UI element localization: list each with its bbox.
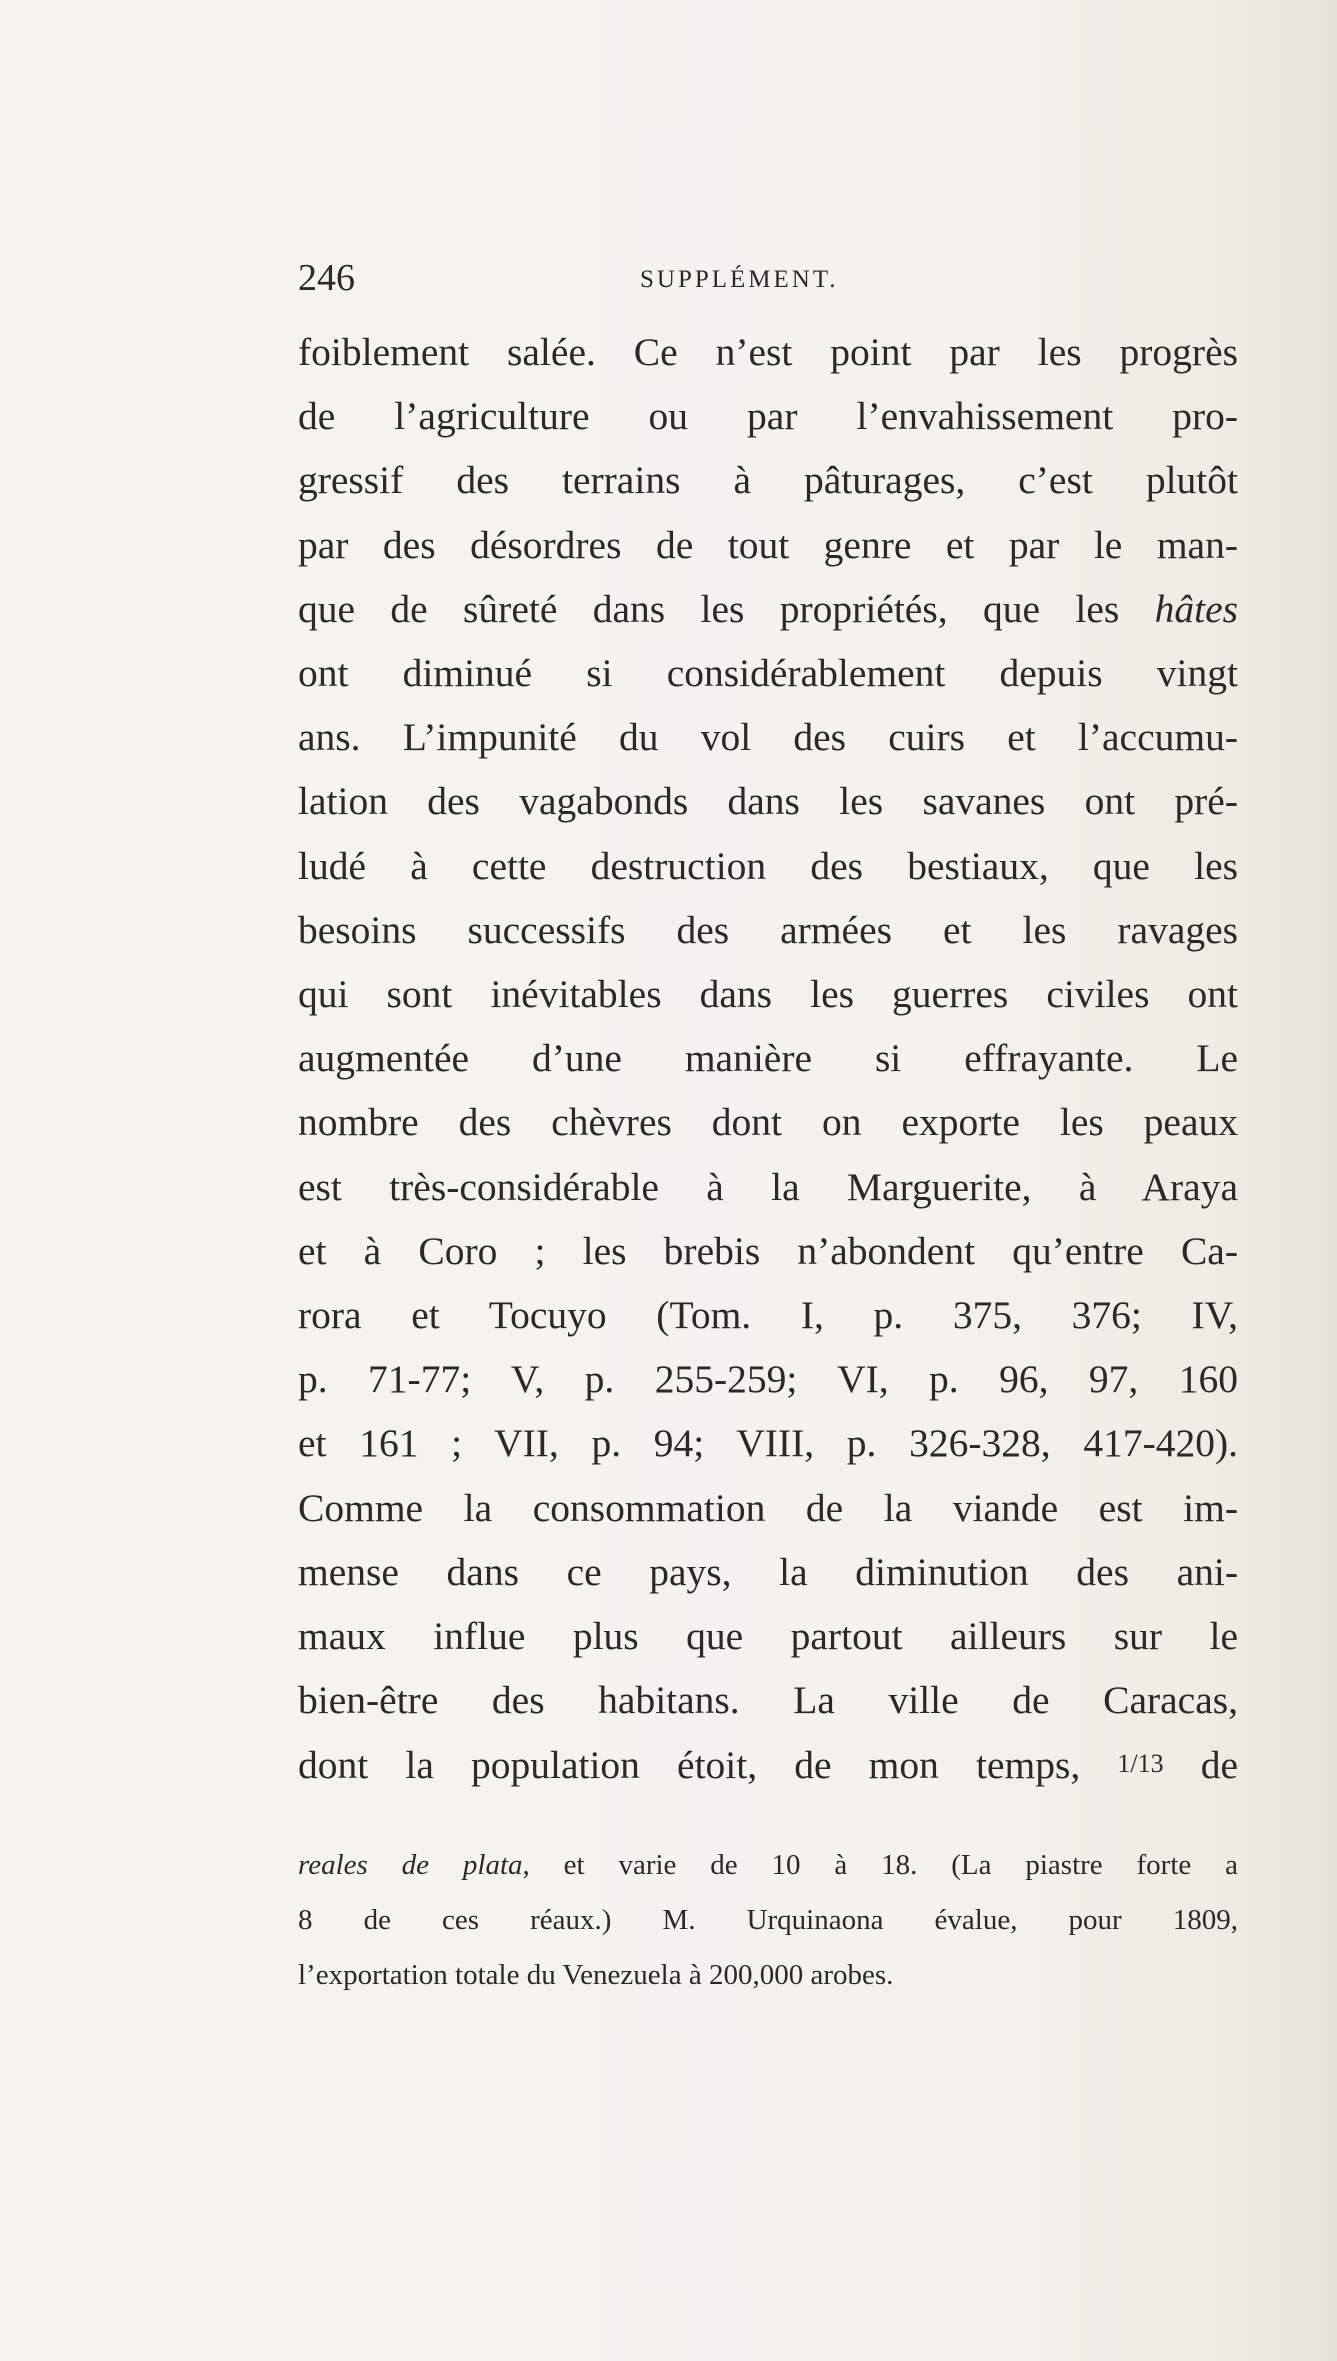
text-line: rora et Tocuyo (Tom. I, p. 375, 376; IV,: [298, 1293, 1238, 1338]
text-line: ont diminué si considérablement depuis vingt: [298, 651, 1238, 696]
page-header: [298, 258, 1238, 298]
text-line: mense dans ce pays, la diminution des ani-: [298, 1549, 1238, 1594]
text-line: foiblement salée. Ce n’est point par les progrès: [298, 330, 1238, 374]
text-line: p. 71-77; V, p. 255-259; VI, p. 96, 97, 160: [298, 1357, 1238, 1402]
text-line: lation des vagabonds dans les savanes ont pré-: [298, 779, 1238, 824]
text-line: de l’agriculture ou par l’envahissement pro-: [298, 394, 1238, 439]
text-line: gressif des terrains à pâturages, c’est plutôt: [298, 458, 1238, 503]
main-text: [298, 320, 1238, 1798]
text-line-with-italic: [298, 577, 1238, 641]
text-segment: que de sûreté dans les propriétés, que les: [298, 586, 1155, 631]
running-head: SUPPLÉMENT.: [640, 266, 839, 293]
text-line-with-fraction: [298, 1732, 1238, 1797]
text-segment: dont la population étoit, de mon temps,: [298, 1743, 1118, 1788]
text-line: Comme la consommation de la viande est im-: [298, 1485, 1238, 1530]
italic-word: hâtes: [1154, 586, 1238, 631]
text-line: est très-considérable à la Marguerite, à Araya: [298, 1164, 1238, 1209]
text-line: et à Coro ; les brebis n’abondent qu’entre Ca-: [298, 1228, 1238, 1273]
text-line: et 161 ; VII, p. 94; VIII, p. 326-328, 417-420).: [298, 1421, 1238, 1466]
text-line: augmentée d’une manière si effrayante. Le: [298, 1036, 1238, 1081]
fraction: 1/13: [1117, 1749, 1164, 1779]
italic-phrase: reales de plata: [298, 1849, 523, 1881]
text-line: nombre des chèvres dont on exporte les peaux: [298, 1100, 1238, 1145]
text-line: qui sont inévitables dans les guerres civiles ont: [298, 972, 1238, 1017]
footnote-line-with-italic: [298, 1838, 1238, 1893]
footnote-line: l’exportation totale du Venezuela à 200,000 arobes.: [298, 1959, 894, 1991]
text-line: maux influe plus que partout ailleurs sur le: [298, 1614, 1238, 1659]
text-line: ludé à cette destruction des bestiaux, que les: [298, 843, 1238, 888]
page-number: 246: [298, 257, 355, 299]
text-line: besoins successifs des armées et les ravages: [298, 907, 1238, 952]
text-line: bien-être des habitans. La ville de Caracas,: [298, 1678, 1238, 1723]
text-segment: , et varie de 10 à 18. (La piastre forte a: [522, 1849, 1238, 1881]
text-line: ans. L’impunité du vol des cuirs et l’accumu-: [298, 715, 1238, 760]
text-segment: de: [1163, 1743, 1238, 1788]
footnote: [298, 1838, 1238, 2003]
footnote-line: 8 de ces réaux.) M. Urquinaona évalue, pour 1809,: [298, 1904, 1238, 1936]
text-line: par des désordres de tout genre et par le man-: [298, 522, 1238, 567]
